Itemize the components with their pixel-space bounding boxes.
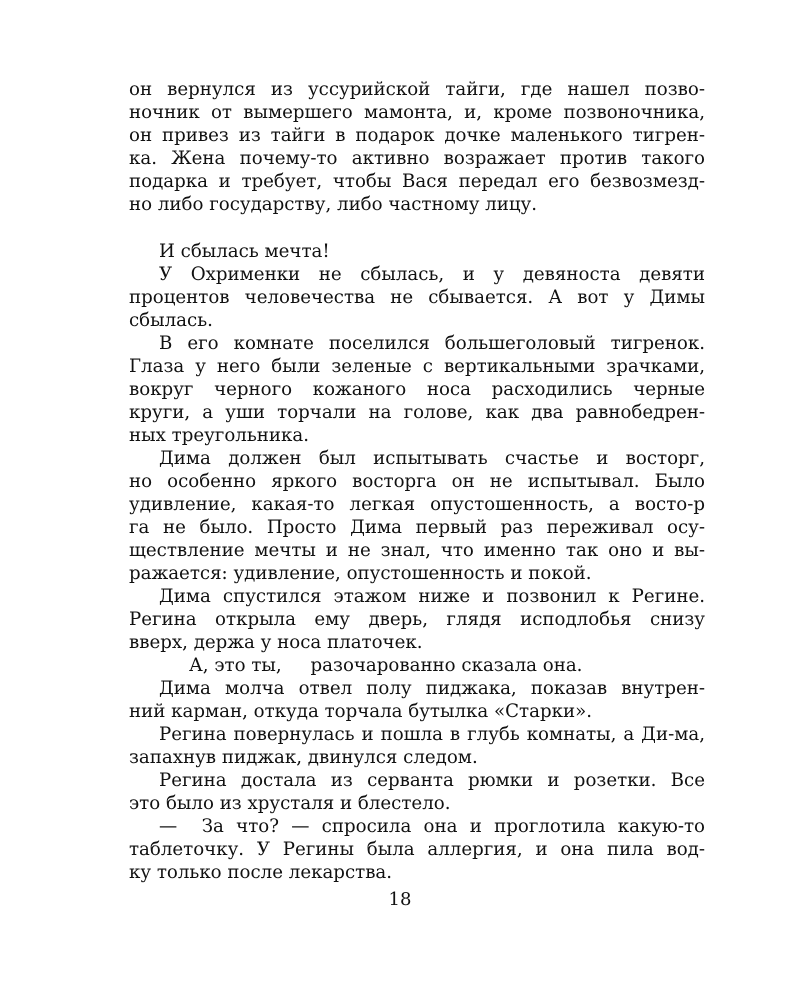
text-line: он привез из тайги в подарок дочке маленького тигрен-	[129, 125, 705, 146]
text-line: ночник от вымершего мамонта, и, кроме позвоночника,	[129, 102, 705, 123]
text-line: подарка и требует, чтобы Вася передал его безвозмезд-	[129, 171, 705, 192]
page-number: 18	[388, 889, 412, 910]
text-line: Регина открыла ему дверь, глядя исподлобья снизу	[129, 609, 705, 630]
text-line: вокруг черного кожаного носа расходились черные	[129, 379, 705, 400]
text-line: запахнув пиджак, двинулся следом.	[129, 747, 478, 768]
text-line: таблеточку. У Регины была аллергия, и она пила вод-	[129, 839, 705, 860]
text-line: ка. Жена почему-то активно возражает против такого	[129, 148, 705, 169]
text-line: Дима молча отвел полу пиджака, показав внутрен-	[159, 678, 705, 699]
page-text	[129, 78, 705, 884]
section-break	[129, 216, 705, 240]
text-line: вверх, держа у носа платочек.	[129, 632, 423, 653]
text-line: ществление мечты и не знал, что именно так оно и вы-	[129, 540, 705, 561]
text-line: ний карман, откуда торчала бутылка «Старки».	[129, 701, 592, 722]
text-line: И сбылась мечта!	[159, 241, 330, 262]
text-line: Дима спустился этажом ниже и позвонил к Регине.	[159, 586, 705, 607]
text-line: это было из хрусталя и блестело.	[129, 793, 451, 814]
text-line: но особенно яркого восторга он не испытывал. Было	[129, 471, 705, 492]
text-line: В его комнате поселился большеголовый тигренок.	[159, 333, 705, 354]
text-line: ных треугольника.	[129, 425, 309, 446]
text-line: Дима должен был испытывать счастье и восторг,	[159, 448, 705, 469]
text-line: удивление, какая-то легкая опустошенность, а восто-р	[129, 494, 705, 515]
dialogue-line: — За что? — спросила она и проглотила какую-то	[159, 816, 705, 837]
text-line: Глаза у него были зеленые с вертикальными зрачками,	[129, 356, 705, 377]
text-line: ку только после лекарства.	[129, 862, 393, 883]
text-line: Регина повернулась и пошла в глубь комнаты, а Ди-ма,	[159, 724, 705, 745]
text-line: круги, а уши торчали на голове, как два равнобедрен-	[129, 402, 705, 423]
dialogue-line: А, это ты, разочарованно сказала она.	[189, 655, 583, 676]
text-line: он вернулся из уссурийской тайги, где нашел позво-	[129, 79, 705, 100]
text-line: процентов человечества не сбывается. А вот у Димы	[129, 287, 705, 308]
text-line: ражается: удивление, опустошенность и покой.	[129, 563, 592, 584]
text-line: сбылась.	[129, 310, 213, 331]
text-line: У Охрименки не сбылась, и у девяноста девяти	[159, 264, 705, 285]
text-line: но либо государству, либо частному лицу.	[129, 194, 538, 215]
text-line: га не было. Просто Дима первый раз переживал осу-	[129, 517, 705, 538]
text-line: Регина достала из серванта рюмки и розетки. Все	[159, 770, 705, 791]
